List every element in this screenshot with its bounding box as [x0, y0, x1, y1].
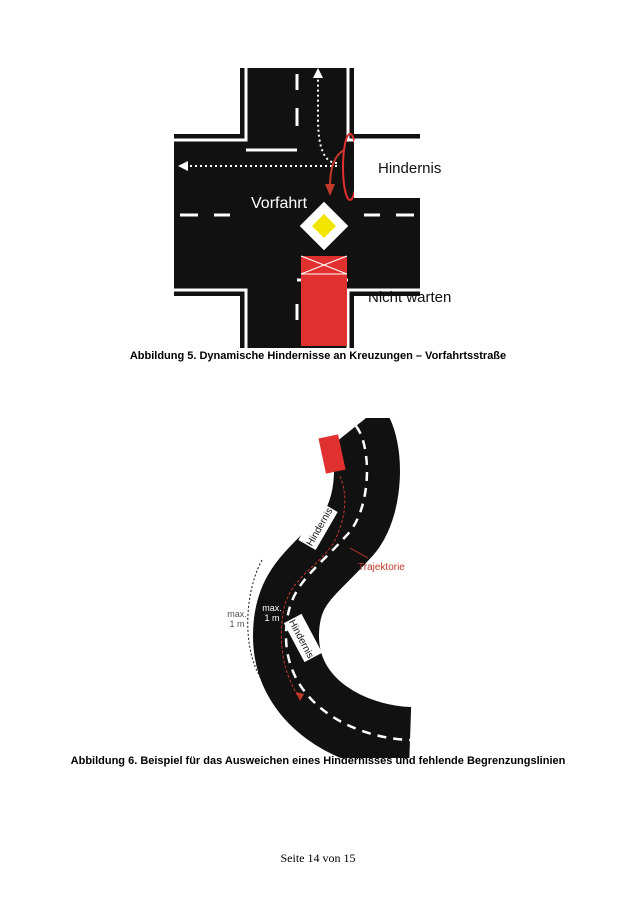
obstacle-label: Hindernis: [378, 160, 442, 177]
s-curve-road: [286, 426, 410, 740]
figure-5-caption: Abbildung 5. Dynamische Hindernisse an Kreuzungen – Vorfahrtsstraße: [129, 350, 507, 362]
max-right-line1: max.: [262, 603, 282, 613]
obstacle-upper-label: Hindernis: [304, 506, 336, 549]
figure-5: [0, 68, 636, 348]
red-vehicle: [301, 256, 347, 346]
figure-6-caption: Abbildung 6. Beispiel für das Ausweichen eines Hindernisses und fehlende Begrenzungslinien: [70, 755, 566, 767]
intersection-diagram: [0, 68, 636, 348]
max-right-line2: 1 m: [264, 613, 280, 623]
max-left-line1: max.: [227, 609, 247, 619]
trajectory-label: Trajektorie: [358, 562, 405, 573]
priority-label: Vorfahrt: [251, 195, 308, 212]
max-left-line2: 1 m: [229, 619, 245, 629]
s-curve-diagram: [0, 418, 636, 758]
obstacle-lower-label: Hindernis: [286, 617, 316, 661]
page-number: Seite 14 von 15: [280, 851, 356, 865]
figure-6: [0, 418, 636, 758]
no-wait-label: Nicht warten: [368, 289, 452, 306]
